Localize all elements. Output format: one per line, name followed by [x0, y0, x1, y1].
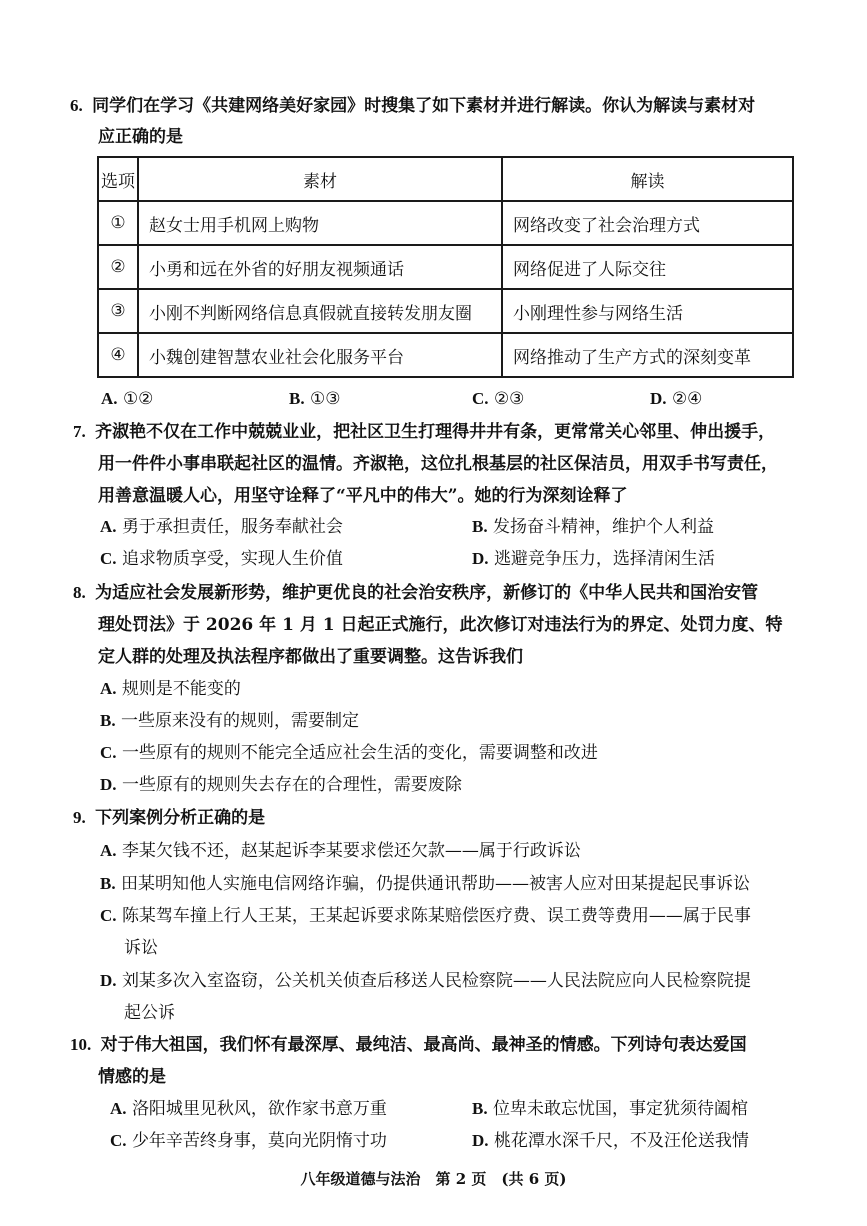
option-text: 一些原有的规则不能完全适应社会生活的变化，需要调整和改进	[121, 743, 598, 763]
q6-row-material: 小刚不判断网络信息真假就直接转发朋友圈	[138, 289, 502, 333]
q8-stem-text1: 为适应社会发展新形势，维护更优良的社会治安秩序，新修订的《中华人民共和国治安管	[95, 583, 759, 603]
q7-option-b[interactable]	[472, 516, 714, 538]
option-text: 刘某多次入室盗窃，公关机关侦查后移送人民检察院——人民法院应向人民检察院提	[121, 971, 751, 991]
option-letter: A.	[100, 841, 117, 860]
option-letter: B.	[472, 1099, 488, 1118]
option-text: ①③	[310, 389, 341, 409]
q6-row-reading: 网络改变了社会治理方式	[502, 201, 793, 245]
q7-stem-line3: 用善意温暖人心，用坚守诠释了“平凡中的伟大”。她的行为深刻诠释了	[98, 486, 628, 506]
q6-option-c[interactable]	[472, 388, 524, 410]
q10-option-a[interactable]	[110, 1098, 387, 1120]
q10-number: 10.	[70, 1035, 92, 1054]
page-footer: 八年级道德与法治 第 2 页 (共 6 页)	[300, 1170, 567, 1188]
option-letter: D.	[472, 549, 489, 568]
q6-col-option: 选项	[98, 157, 138, 201]
q6-table	[97, 156, 794, 378]
option-letter: A.	[101, 389, 118, 408]
option-text: ②④	[671, 389, 703, 409]
q7-stem-line1	[73, 421, 775, 443]
option-text: ①②	[122, 389, 154, 409]
option-letter: B.	[100, 711, 116, 730]
q9-option-c[interactable]	[100, 905, 751, 927]
option-letter: D.	[472, 1131, 489, 1150]
q7-option-c[interactable]	[100, 548, 343, 570]
q6-stem-line1	[70, 95, 755, 117]
q10-stem-text1: 对于伟大祖国，我们怀有最深厚、最纯洁、最高尚、最神圣的情感。下列诗句表达爱国	[100, 1035, 747, 1055]
option-text: 追求物质享受，实现人生价值	[121, 549, 343, 569]
q6-col-material: 素材	[138, 157, 502, 201]
q8-stem-line3: 定人群的处理及执法程序都做出了重要调整。这告诉我们	[98, 647, 523, 667]
option-letter: A.	[110, 1099, 127, 1118]
q6-row-material: 小魏创建智慧农业社会化服务平台	[138, 333, 502, 377]
q7-option-a[interactable]	[100, 516, 343, 538]
q6-row-no: ②	[98, 245, 138, 289]
option-letter: B.	[472, 517, 488, 536]
option-letter: C.	[100, 549, 117, 568]
q6-option-d[interactable]	[650, 388, 702, 410]
option-text: 陈某驾车撞上行人王某，王某起诉要求陈某赔偿医疗费、误工费等费用——属于民事	[121, 906, 751, 926]
option-letter: C.	[100, 743, 117, 762]
q6-option-b[interactable]	[289, 388, 340, 410]
option-text: 规则是不能变的	[121, 679, 241, 699]
option-text: 洛阳城里见秋风，欲作家书意万重	[131, 1099, 387, 1119]
option-letter: C.	[472, 389, 489, 408]
option-text: 桃花潭水深千尺，不及汪伦送我情	[493, 1131, 749, 1151]
table-row	[98, 333, 793, 377]
q6-col-reading: 解读	[502, 157, 793, 201]
q10-option-c[interactable]	[110, 1130, 387, 1152]
table-row	[98, 201, 793, 245]
q10-stem-line2: 情感的是	[98, 1067, 166, 1087]
option-letter: D.	[100, 971, 117, 990]
q7-stem-text1: 齐淑艳不仅在工作中兢兢业业，把社区卫生打理得井井有条，更常常关心邻里、伸出援手，	[95, 422, 776, 442]
q7-stem-line2: 用一件件小事串联起社区的温情。齐淑艳，这位扎根基层的社区保洁员，用双手书写责任，	[98, 454, 778, 474]
q8-option-b[interactable]	[100, 710, 359, 732]
q6-row-reading: 网络推动了生产方式的深刻变革	[502, 333, 793, 377]
q6-row-material: 赵女士用手机网上购物	[138, 201, 502, 245]
option-text: 一些原有的规则失去存在的合理性，需要废除	[121, 775, 462, 795]
option-letter: B.	[289, 389, 305, 408]
q9-option-b[interactable]	[100, 873, 750, 895]
table-row	[98, 245, 793, 289]
table-row	[98, 289, 793, 333]
option-letter: A.	[100, 679, 117, 698]
q10-option-d[interactable]	[472, 1130, 749, 1152]
q6-row-material: 小勇和远在外省的好朋友视频通话	[138, 245, 502, 289]
q6-row-no: ③	[98, 289, 138, 333]
q9-stem-text1: 下列案例分析正确的是	[95, 808, 266, 828]
option-letter: C.	[110, 1131, 127, 1150]
q6-option-a[interactable]	[101, 388, 153, 410]
option-letter: D.	[650, 389, 667, 408]
q10-stem-line1	[70, 1034, 747, 1056]
option-text: 田某明知他人实施电信网络诈骗，仍提供通讯帮助——被害人应对田某提起民事诉讼	[121, 874, 750, 894]
option-letter: C.	[100, 906, 117, 925]
q9-option-a[interactable]	[100, 840, 581, 862]
option-text: 一些原来没有的规则，需要制定	[121, 711, 359, 731]
q8-option-d[interactable]	[100, 774, 462, 796]
q6-table-header	[98, 157, 793, 201]
q10-option-b[interactable]	[472, 1098, 748, 1120]
q6-row-no: ④	[98, 333, 138, 377]
option-text: 少年辛苦终身事，莫向光阴惰寸功	[131, 1131, 387, 1151]
option-letter: A.	[100, 517, 117, 536]
option-text: 发扬奋斗精神，维护个人利益	[493, 517, 714, 537]
q9-option-d-cont: 起公诉	[124, 1003, 175, 1023]
q6-row-reading: 小刚理性参与网络生活	[502, 289, 793, 333]
option-text: 位卑未敢忘忧国，事定犹须待阖棺	[493, 1099, 748, 1119]
q7-number: 7.	[73, 422, 86, 441]
option-text: 李某欠钱不还，赵某起诉李某要求偿还欠款——属于行政诉讼	[121, 841, 581, 861]
q8-option-c[interactable]	[100, 742, 598, 764]
q9-number: 9.	[73, 808, 86, 827]
q8-stem-line1	[73, 582, 758, 604]
q6-row-no: ①	[98, 201, 138, 245]
option-text: 逃避竞争压力，选择清闲生活	[493, 549, 715, 569]
q7-option-d[interactable]	[472, 548, 715, 570]
q6-row-reading: 网络促进了人际交往	[502, 245, 793, 289]
q6-number: 6.	[70, 96, 83, 115]
q8-stem-line2: 理处罚法》于 2026 年 1 月 1 日起正式施行，此次修订对违法行为的界定、处罚力度、特	[98, 615, 783, 635]
option-letter: D.	[100, 775, 117, 794]
q6-stem-line2: 应正确的是	[98, 127, 183, 147]
q9-stem-line1	[73, 807, 265, 829]
option-letter: B.	[100, 874, 116, 893]
q8-number: 8.	[73, 583, 86, 602]
q9-option-d[interactable]	[100, 970, 751, 992]
q6-stem-text1: 同学们在学习《共建网络美好家园》时搜集了如下素材并进行解读。你认为解读与素材对	[92, 96, 756, 116]
option-text: ②③	[493, 389, 525, 409]
option-text: 勇于承担责任，服务奉献社会	[121, 517, 343, 537]
q8-option-a[interactable]	[100, 678, 241, 700]
q9-option-c-cont: 诉讼	[124, 938, 158, 958]
